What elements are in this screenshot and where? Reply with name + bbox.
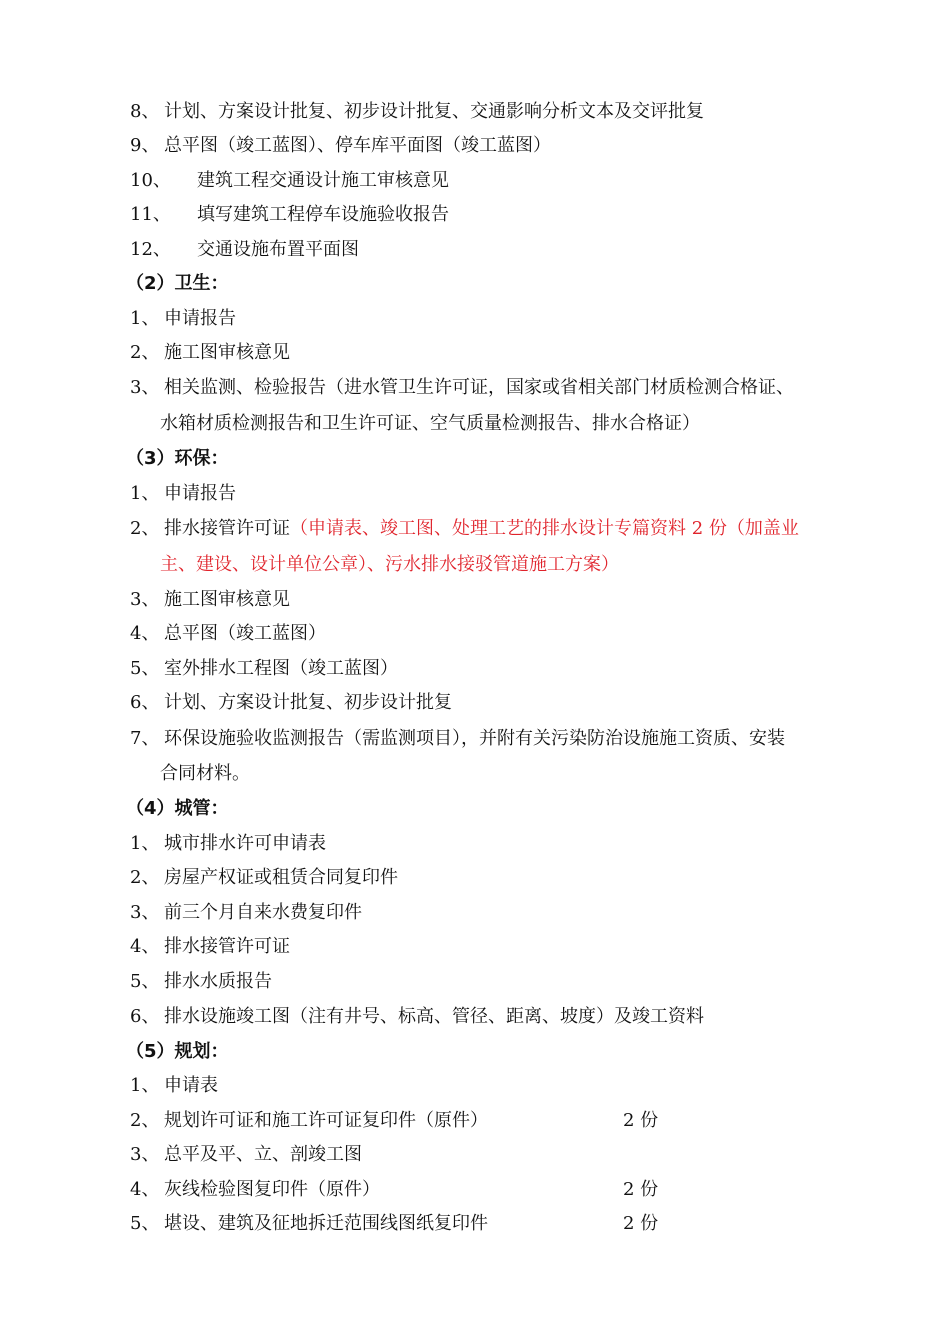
item-note-red-continuation: 主、建设、设计单位公章）、污水排水接驳管道施工方案）: [160, 554, 619, 575]
item-text: 相关监测、检验报告（进水管卫生许可证，国家或省相关部门材质检测合格证、: [164, 377, 794, 398]
list-item: [130, 1143, 362, 1167]
item-number: 1、: [130, 308, 160, 329]
list-item: [130, 341, 290, 365]
item-number: 1、: [130, 833, 160, 854]
item-text: 总平图（竣工蓝图）、停车库平面图（竣工蓝图）: [164, 135, 551, 156]
copies-count: 2 份: [623, 1110, 659, 1131]
list-item: [130, 622, 326, 646]
item-number: 3、: [130, 377, 160, 398]
list-item: [130, 307, 236, 331]
item-number: 3、: [130, 1144, 160, 1165]
item-number: 5、: [130, 971, 160, 992]
list-item: [130, 203, 449, 227]
list-item: [130, 691, 452, 715]
section-heading-env: （3）环保：: [126, 448, 229, 469]
item-text: 施工图审核意见: [164, 589, 290, 610]
item-number: 7、: [130, 728, 160, 749]
item-number: 9、: [130, 135, 160, 156]
item-text: 填写建筑工程停车设施验收报告: [197, 204, 449, 225]
item-number: 1、: [130, 1075, 160, 1096]
item-text: 排水接管许可证: [164, 518, 290, 539]
item-number: 5、: [130, 658, 160, 679]
item-text: 施工图审核意见: [164, 342, 290, 363]
item-number: 2、: [130, 867, 160, 888]
item-text: 室外排水工程图（竣工蓝图）: [164, 658, 398, 679]
list-item: [130, 935, 290, 959]
list-item: [130, 517, 799, 541]
item-number: 4、: [130, 936, 160, 957]
list-item: [130, 657, 398, 681]
list-item: [130, 100, 704, 124]
item-number: 12、: [130, 239, 171, 260]
item-number: 3、: [130, 902, 160, 923]
item-number: 10、: [130, 170, 171, 191]
list-item-continuation: 合同材料。: [160, 763, 250, 784]
list-item: [130, 970, 272, 994]
item-text: 规划许可证和施工许可证复印件（原件）: [164, 1110, 488, 1131]
item-text: 申请表: [164, 1075, 218, 1096]
item-text: 申请报告: [164, 483, 236, 504]
list-item: [130, 901, 362, 925]
item-text: 总平图（竣工蓝图）: [164, 623, 326, 644]
item-number: 6、: [130, 692, 160, 713]
item-text: 建筑工程交通设计施工审核意见: [197, 170, 449, 191]
list-item: [130, 727, 785, 751]
section-heading-planning: （5）规划：: [126, 1041, 229, 1062]
list-item: [130, 1178, 380, 1202]
section-heading-health: （2）卫生：: [126, 273, 229, 294]
list-item: [130, 238, 359, 262]
list-item: [130, 1005, 704, 1029]
item-text: 环保设施验收监测报告（需监测项目），并附有关污染防治设施施工资质、安装: [164, 728, 785, 749]
item-number: 2、: [130, 1110, 160, 1131]
item-text: 排水设施竣工图（注有井号、标高、管径、距离、坡度）及竣工资料: [164, 1006, 704, 1027]
list-item: [130, 482, 236, 506]
section-heading-urban: （4）城管：: [126, 798, 229, 819]
list-item: [130, 1109, 488, 1133]
item-text: 交通设施布置平面图: [197, 239, 359, 260]
copies-count: 2 份: [623, 1179, 659, 1200]
list-item: [130, 588, 290, 612]
list-item: [130, 866, 398, 890]
item-text: 排水水质报告: [164, 971, 272, 992]
item-text: 申请报告: [164, 308, 236, 329]
item-text: 排水接管许可证: [164, 936, 290, 957]
item-text: 计划、方案设计批复、初步设计批复: [164, 692, 452, 713]
item-number: 3、: [130, 589, 160, 610]
item-note-red: （申请表、竣工图、处理工艺的排水设计专篇资料 2 份（加盖业: [290, 518, 799, 539]
item-number: 5、: [130, 1213, 160, 1234]
list-item-continuation: 水箱材质检测报告和卫生许可证、空气质量检测报告、排水合格证）: [160, 413, 700, 434]
copies-count: 2 份: [623, 1213, 659, 1234]
item-number: 4、: [130, 623, 160, 644]
item-number: 2、: [130, 342, 160, 363]
item-number: 6、: [130, 1006, 160, 1027]
item-text: 灰线检验图复印件（原件）: [164, 1179, 380, 1200]
list-item: [130, 169, 449, 193]
list-item: [130, 134, 551, 158]
item-text: 城市排水许可申请表: [164, 833, 326, 854]
item-text: 堪设、建筑及征地拆迁范围线图纸复印件: [164, 1213, 488, 1234]
list-item: [130, 832, 326, 856]
list-item: [130, 1212, 488, 1236]
item-text: 前三个月自来水费复印件: [164, 902, 362, 923]
item-number: 11、: [130, 204, 171, 225]
item-text: 总平及平、立、剖竣工图: [164, 1144, 362, 1165]
list-item: [130, 1074, 218, 1098]
item-number: 1、: [130, 483, 160, 504]
item-text: 计划、方案设计批复、初步设计批复、交通影响分析文本及交评批复: [164, 101, 704, 122]
list-item: [130, 376, 794, 400]
item-number: 8、: [130, 101, 160, 122]
item-text: 房屋产权证或租赁合同复印件: [164, 867, 398, 888]
item-number: 2、: [130, 518, 160, 539]
item-number: 4、: [130, 1179, 160, 1200]
